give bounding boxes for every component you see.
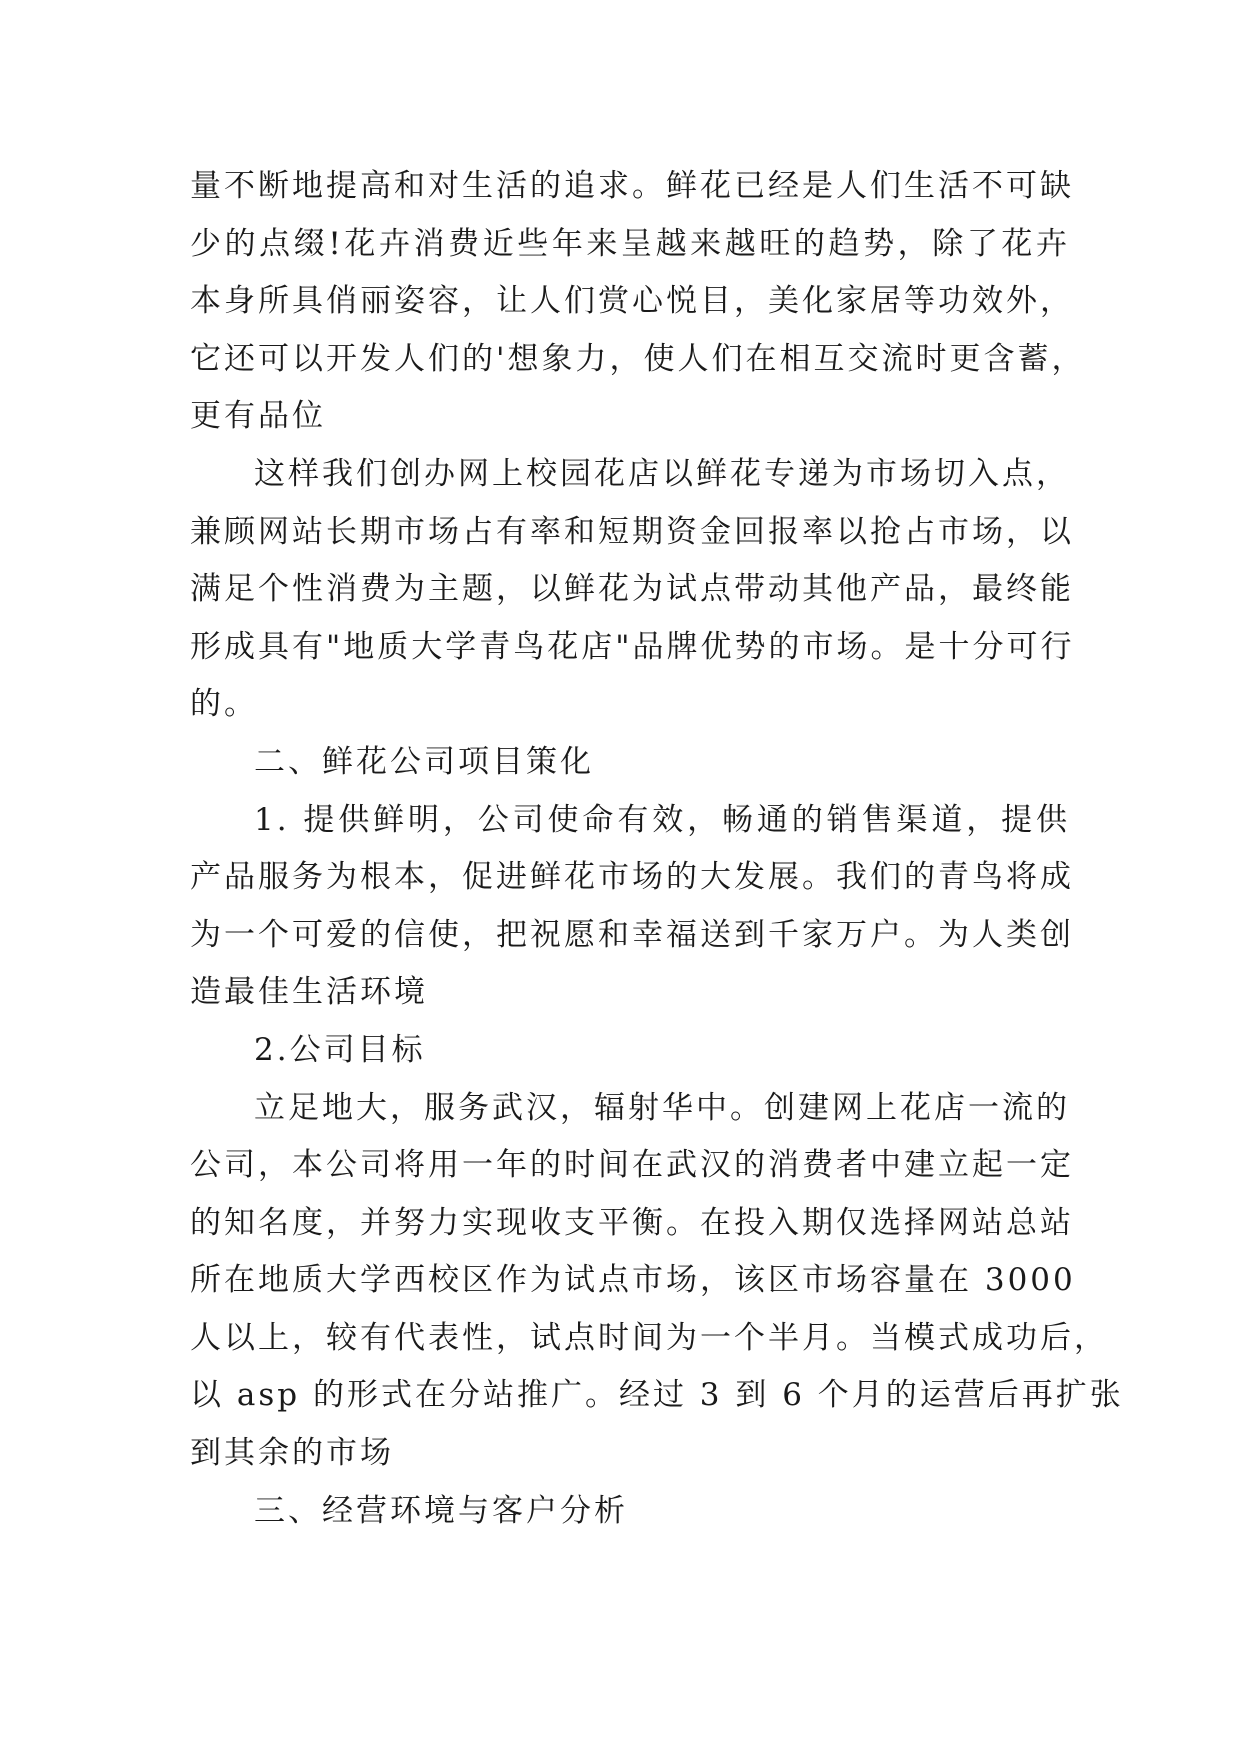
text-line: 这样我们创办网上校园花店以鲜花专递为市场切入点， xyxy=(254,455,1070,492)
text-line: 以 asp 的形式在分站推广。经过 3 到 6 个月的运营后再扩张 xyxy=(190,1377,1124,1414)
text-line: 的。 xyxy=(190,686,258,723)
text-line: 的知名度，并努力实现收支平衡。在投入期仅选择网站总站 xyxy=(190,1204,1074,1241)
text-line: 形成具有"地质大学青鸟花店"品牌优势的市场。是十分可行 xyxy=(190,628,1075,665)
text-line: 造最佳生活环境 xyxy=(190,974,428,1011)
text-line: 少的点缀!花卉消费近些年来呈越来越旺的趋势，除了花卉 xyxy=(190,225,1070,262)
text-line: 更有品位 xyxy=(190,398,326,435)
text-line: 满足个性消费为主题，以鲜花为试点带动其他产品，最终能 xyxy=(190,571,1074,608)
text-line: 1. 提供鲜明，公司使命有效，畅通的销售渠道，提供 xyxy=(254,801,1070,838)
text-line: 公司，本公司将用一年的时间在武汉的消费者中建立起一定 xyxy=(190,1147,1074,1184)
text-line: 立足地大，服务武汉，辐射华中。创建网上花店一流的 xyxy=(254,1089,1070,1126)
text-line: 所在地质大学西校区作为试点市场，该区市场容量在 3000 xyxy=(190,1262,1076,1299)
text-line: 人以上，较有代表性，试点时间为一个半月。当模式成功后， xyxy=(190,1319,1108,1356)
text-line: 到其余的市场 xyxy=(190,1435,394,1472)
text-line: 本身所具俏丽姿容，让人们赏心悦目，美化家居等功效外， xyxy=(190,283,1074,320)
text-line: 为一个可爱的信使，把祝愿和幸福送到千家万户。为人类创 xyxy=(190,916,1074,953)
document-body xyxy=(190,158,1124,1540)
text-line: 量不断地提高和对生活的追求。鲜花已经是人们生活不可缺 xyxy=(190,168,1074,204)
text-line: 它还可以开发人们的'想象力，使人们在相互交流时更含蓄， xyxy=(190,340,1086,377)
text-line: 三、经营环境与客户分析 xyxy=(254,1492,628,1529)
text-line: 产品服务为根本，促进鲜花市场的大发展。我们的青鸟将成 xyxy=(190,859,1074,896)
text-line: 二、鲜花公司项目策化 xyxy=(254,743,594,780)
text-line: 2.公司目标 xyxy=(254,1031,426,1068)
text-line: 兼顾网站长期市场占有率和短期资金回报率以抢占市场，以 xyxy=(190,513,1074,550)
